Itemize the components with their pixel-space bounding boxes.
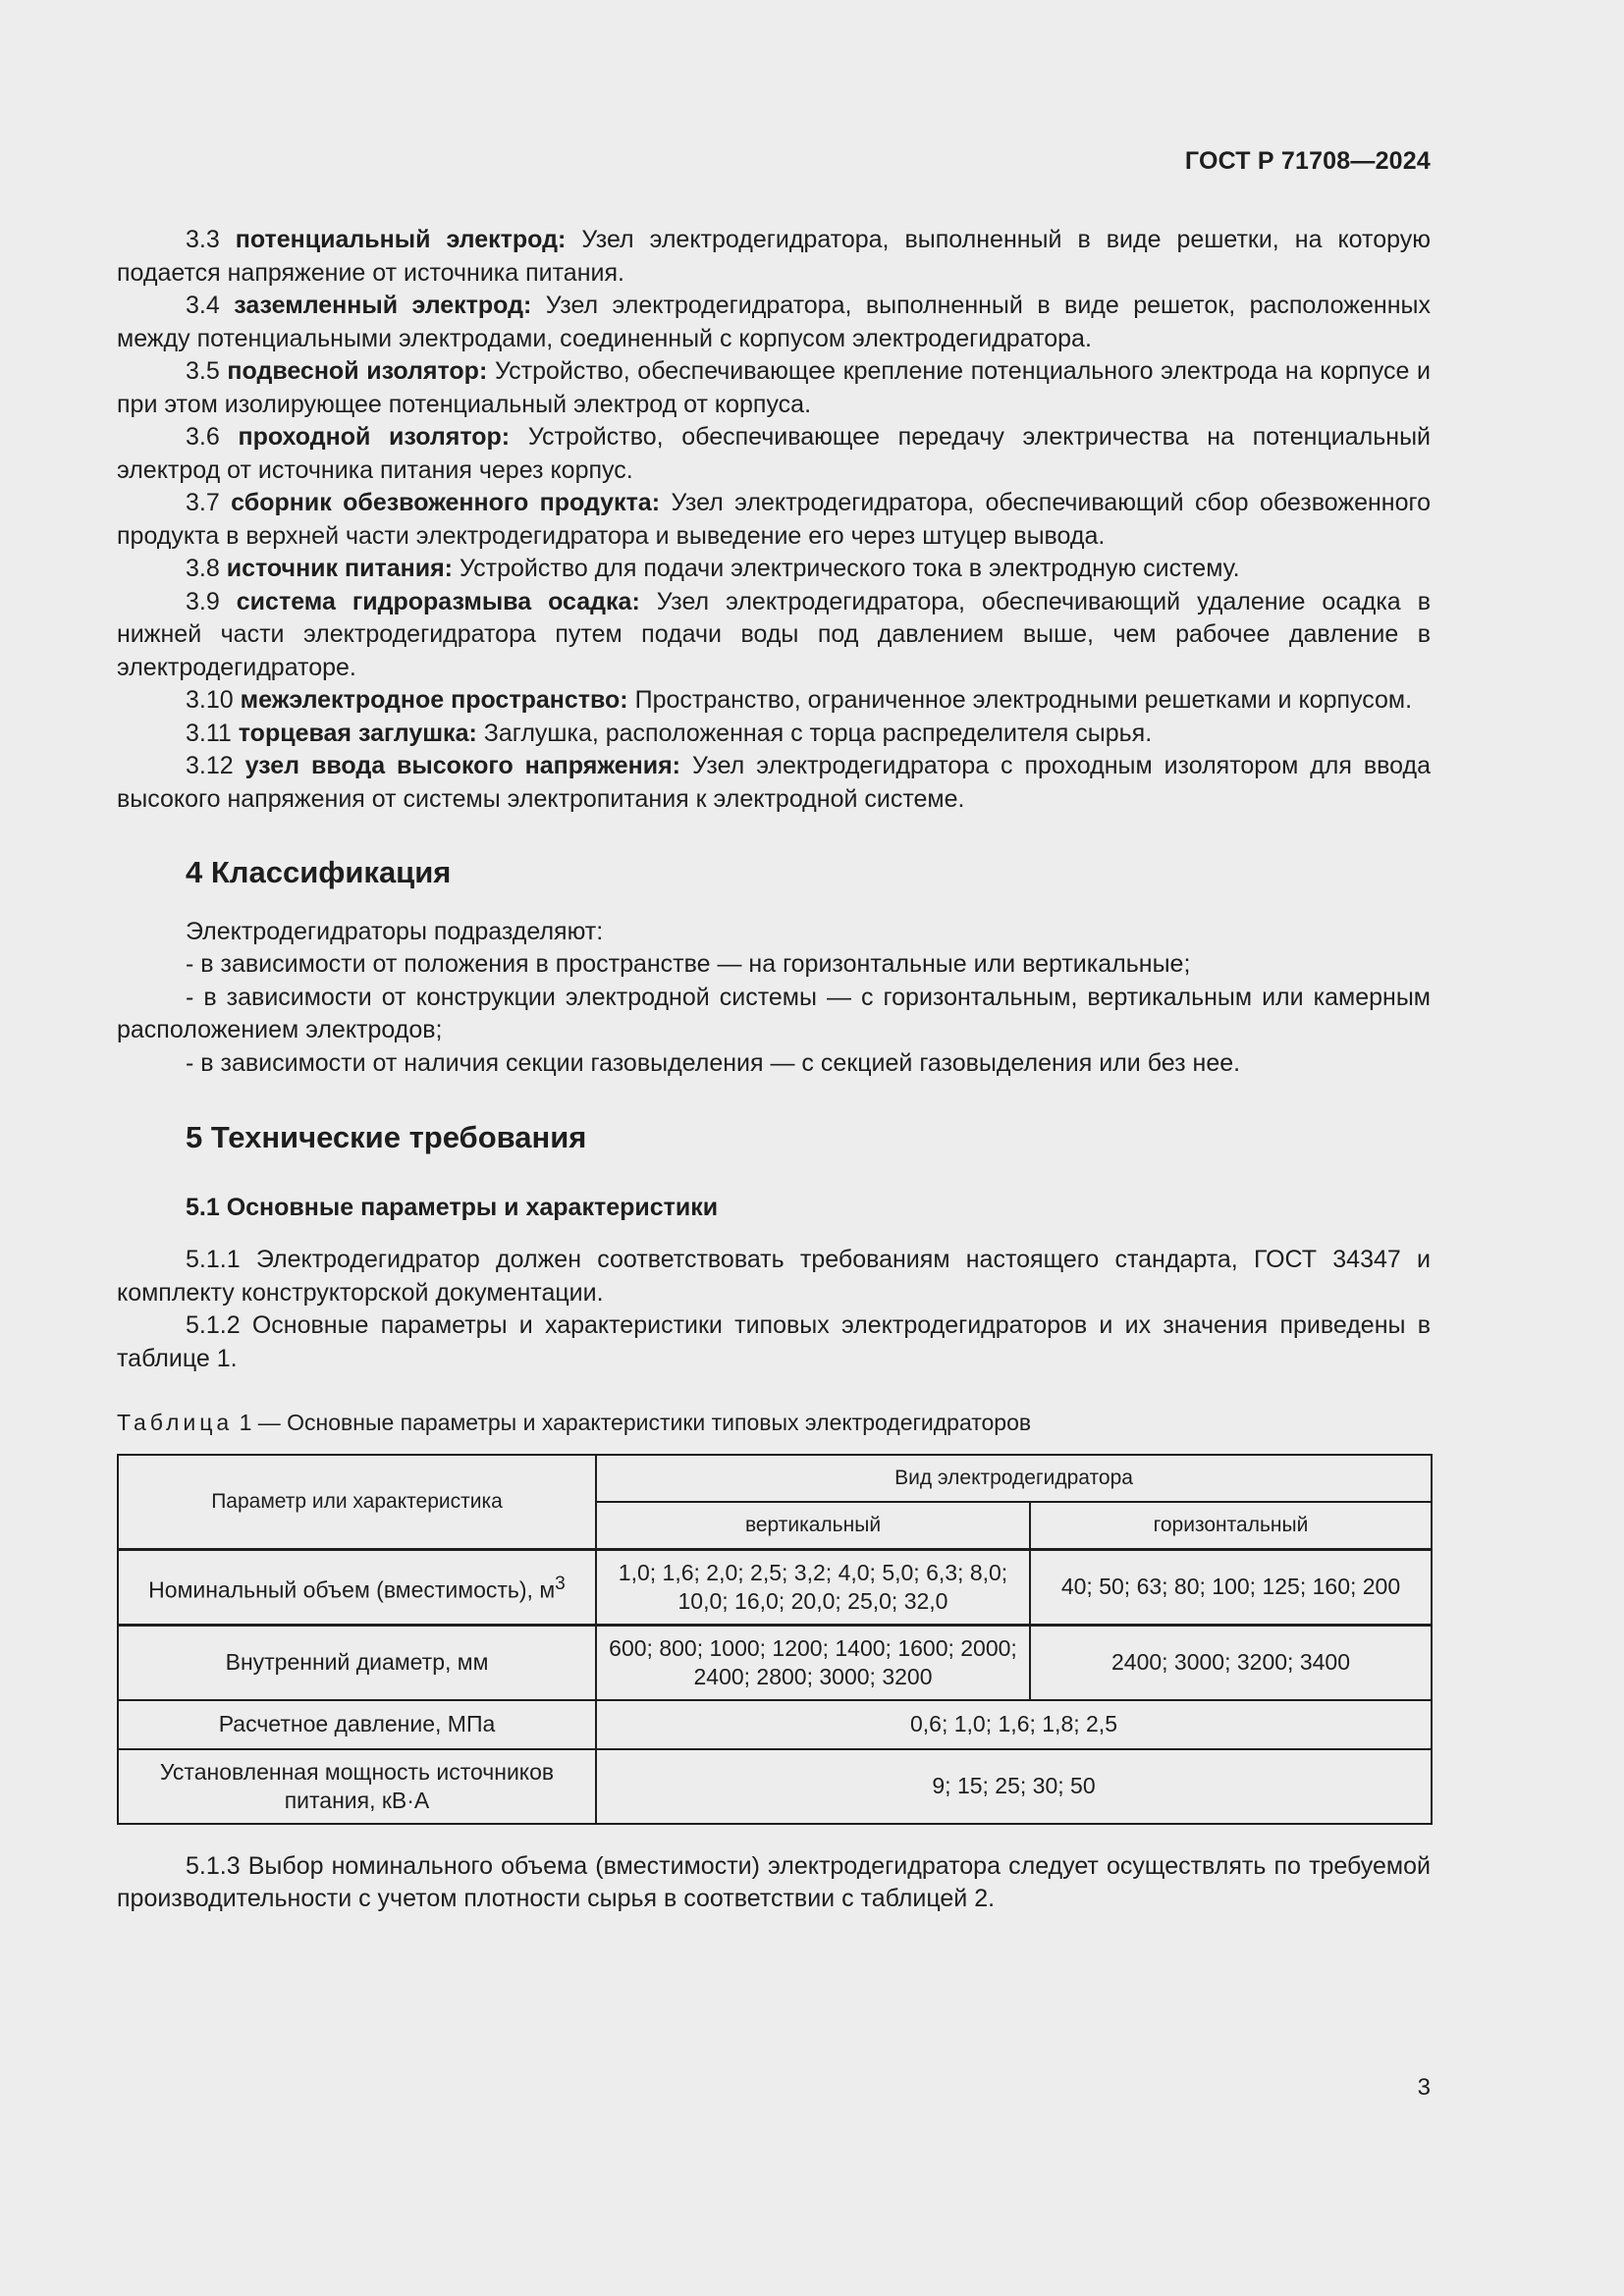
definition-text: Устройство, обеспечивающее крепление потенциального электрода на корпусе и при этом изолирующее потенциальный электрод от корпуса. — [117, 357, 1432, 418]
section-5-title: 5 Технические требования — [186, 1120, 587, 1154]
definition-3-6 — [117, 421, 1431, 487]
definition-term: потенциальный электрод: — [235, 226, 567, 253]
paragraph-5-1-3: 5.1.3 Выбор номинального объема (вместимости) электродегидратора следует осуществлять по требуемой производительности с учетом плотности сырья в соответствии с таблицей 2. — [117, 1851, 1431, 1912]
definition-3-3 — [117, 224, 1431, 290]
row-horizontal-value: 40; 50; 63; 80; 100; 125; 160; 200 — [1030, 1549, 1432, 1625]
definition-number: 3.12 — [186, 752, 234, 779]
definition-number: 3.3 — [186, 226, 220, 253]
header-horizontal: горизонтальный — [1030, 1502, 1432, 1550]
definition-text: Узел электродегидратора, выполненный в виде решеток, расположенных между потенциальными электродами, соединенный с корпусом электродегидратора. — [117, 292, 1431, 352]
row-horizontal-value: 2400; 3000; 3200; 3400 — [1030, 1625, 1432, 1700]
unit-superscript: 3 — [555, 1573, 566, 1594]
table-row — [118, 1749, 1432, 1824]
definition-3-4 — [117, 290, 1431, 355]
definition-text: Узел электродегидратора, обеспечивающий сбор обезвоженного продукта в верхней части электродегидратора и выведение его через штуцер вывода. — [117, 489, 1431, 550]
page-number: 3 — [1417, 2074, 1431, 2101]
paragraph-5-1-2: 5.1.2 Основные параметры и характеристики типовых электродегидраторов и их значения приведены в таблице 1. — [117, 1311, 1431, 1372]
classification-item: - в зависимости от наличия секции газовыделения — с секцией газовыделения или без нее. — [186, 1048, 1241, 1077]
page-body — [117, 224, 1431, 1916]
definition-text: Пространство, ограниченное электродными решетками и корпусом. — [634, 686, 1413, 714]
header-vertical: вертикальный — [596, 1502, 1030, 1550]
definition-term: проходной изолятор: — [238, 423, 511, 451]
parameters-table — [117, 1454, 1433, 1825]
definition-number: 3.7 — [186, 489, 220, 516]
definition-3-10 — [117, 684, 1431, 718]
table-caption — [117, 1407, 1431, 1440]
definition-3-7 — [117, 487, 1431, 553]
row-parameter-text: Номинальный объем (вместимость), м — [148, 1576, 556, 1603]
definition-number: 3.5 — [186, 357, 220, 385]
row-parameter: Установленная мощность источников питания, кВ·А — [118, 1749, 596, 1824]
definition-text: Устройство, обеспечивающее передачу электричества на потенциальный электрод от источника питания через корпус. — [117, 423, 1432, 484]
definition-number: 3.10 — [186, 686, 234, 714]
row-parameter: Расчетное давление, МПа — [118, 1700, 596, 1749]
definition-3-9 — [117, 586, 1431, 685]
classification-item: - в зависимости от конструкции электродной системы — с горизонтальным, вертикальным или камерным расположением электродов; — [117, 983, 1431, 1043]
definition-text: Узел электродегидратора, выполненный в виде решетки, на которую подается напряжение от источника питания. — [117, 226, 1431, 287]
definition-number: 3.6 — [186, 423, 220, 451]
definition-3-12 — [117, 750, 1431, 816]
definition-term: межэлектродное пространство: — [240, 686, 628, 714]
definition-term: источник питания: — [226, 555, 453, 582]
row-vertical-value: 1,0; 1,6; 2,0; 2,5; 3,2; 4,0; 5,0; 6,3; 8,0; 10,0; 16,0; 20,0; 25,0; 32,0 — [596, 1549, 1030, 1625]
header-type: Вид электродегидратора — [596, 1455, 1432, 1502]
definition-term: система гидроразмыва осадка: — [236, 587, 640, 615]
section-4-title: 4 Классификация — [186, 855, 452, 889]
definition-number: 3.11 — [186, 719, 232, 747]
definition-term: подвесной изолятор: — [227, 357, 488, 385]
definition-3-11 — [117, 718, 1431, 751]
header-parameter: Параметр или характеристика — [118, 1455, 596, 1550]
row-common-value: 0,6; 1,0; 1,6; 1,8; 2,5 — [596, 1700, 1432, 1749]
definition-3-5 — [117, 355, 1431, 421]
table-header-row — [118, 1455, 1432, 1502]
definition-term: заземленный электрод: — [234, 292, 532, 319]
definition-3-8 — [117, 553, 1431, 586]
definition-text: Узел электродегидратора с проходным изолятором для ввода высокого напряжения от системы электропитания к электродной системе. — [117, 752, 1431, 813]
definition-term: торцевая заглушка: — [238, 719, 477, 747]
subsection-5-1-title: 5.1 Основные параметры и характеристики — [186, 1193, 719, 1221]
table-caption-text: 1 — Основные параметры и характеристики типовых электродегидраторов — [239, 1410, 1032, 1435]
row-vertical-value: 600; 800; 1000; 1200; 1400; 1600; 2000; 2400; 2800; 3000; 3200 — [596, 1625, 1030, 1700]
definition-term: узел ввода высокого напряжения: — [244, 752, 680, 779]
table-row — [118, 1700, 1432, 1749]
definition-text: Заглушка, расположенная с торца распределителя сырья. — [483, 719, 1153, 747]
definition-number: 3.4 — [186, 292, 220, 319]
row-common-value: 9; 15; 25; 30; 50 — [596, 1749, 1432, 1824]
classification-item: - в зависимости от положения в пространстве — на горизонтальные или вертикальные; — [186, 950, 1191, 978]
definition-term: сборник обезвоженного продукта: — [231, 489, 661, 516]
definition-number: 3.8 — [186, 555, 220, 582]
definition-text: Устройство для подачи электрического тока в электродную систему. — [459, 555, 1240, 582]
table-row — [118, 1625, 1432, 1700]
definition-number: 3.9 — [186, 587, 220, 615]
definition-text: Узел электродегидратора, обеспечивающий удаление осадка в нижней части электродегидратора путем подачи воды под давлением выше, чем рабочее давление в электродегидраторе. — [117, 587, 1431, 681]
row-parameter — [118, 1549, 596, 1625]
document-code: ГОСТ Р 71708—2024 — [1184, 147, 1431, 175]
table-row — [118, 1549, 1432, 1625]
paragraph-5-1-1: 5.1.1 Электродегидратор должен соответствовать требованиям настоящего стандарта, ГОСТ 34347 и комплекту конструкторской документации. — [117, 1246, 1431, 1307]
row-parameter: Внутренний диаметр, мм — [118, 1625, 596, 1700]
table-caption-label: Таблица — [117, 1410, 234, 1435]
section-4-intro: Электродегидраторы подразделяют: — [186, 917, 604, 945]
